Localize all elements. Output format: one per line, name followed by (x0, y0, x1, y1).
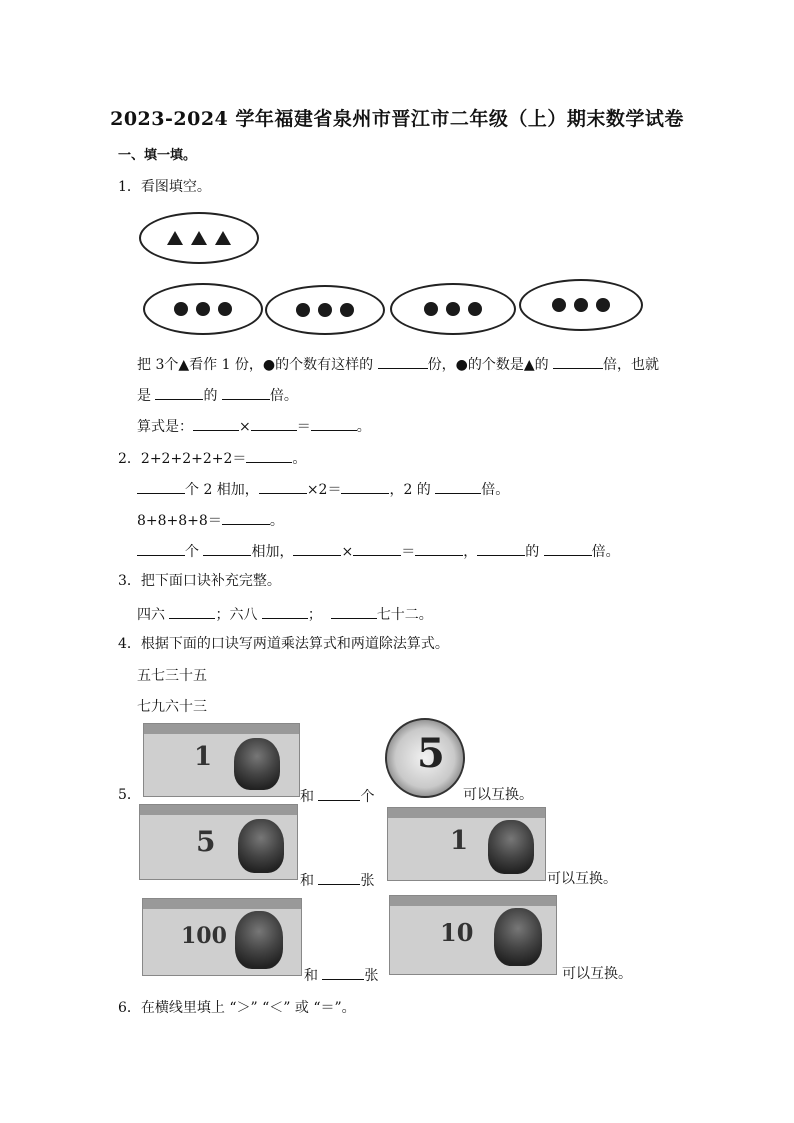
question-text: 根据下面的口诀写两道乘法算式和两道除法算式。 (140, 636, 449, 652)
answer-blank[interactable] (331, 604, 377, 619)
note-value: 5 (196, 825, 216, 858)
answer-blank[interactable] (318, 786, 360, 801)
text: 倍。 (591, 544, 620, 560)
dot-icon (340, 303, 354, 317)
answer-blank[interactable] (378, 354, 428, 369)
dot-icon (446, 302, 460, 316)
text: 张 (360, 873, 375, 889)
answer-blank[interactable] (341, 479, 389, 494)
dot-icon (296, 303, 310, 317)
question-2-line-3 (137, 510, 284, 530)
coin-value: 5 (417, 730, 445, 777)
text: 。 (269, 513, 284, 529)
answer-blank[interactable] (137, 479, 185, 494)
question-1-line-1 (137, 354, 659, 374)
dot-icon (468, 302, 482, 316)
text: 2+2+2+2+2＝ (140, 451, 247, 467)
note-value: 1 (450, 826, 469, 856)
text: 和 (300, 873, 314, 889)
answer-blank[interactable] (222, 510, 270, 525)
question-2-line-4 (137, 541, 620, 561)
dot-icon (174, 302, 188, 316)
question-text: 在横线里填上 “＞” “＜” 或 “＝”。 (140, 1000, 356, 1016)
portrait-image (234, 738, 280, 790)
dot-icon (218, 302, 232, 316)
q5-row3-end: 可以互换。 (562, 966, 632, 982)
answer-blank[interactable] (155, 385, 203, 400)
answer-blank[interactable] (222, 385, 270, 400)
text: ，2 的 (389, 482, 431, 498)
answer-blank[interactable] (259, 479, 307, 494)
text: 和 (304, 968, 318, 984)
answer-blank[interactable] (246, 448, 292, 463)
text: ；六八 (215, 607, 258, 623)
banknote-100-yuan-image (142, 898, 302, 976)
portrait-image (488, 820, 534, 874)
text: 是 (137, 388, 151, 404)
text: 把 3个▲看作 1 份，●的个数有这样的 (137, 357, 374, 373)
text: ＝ (401, 544, 416, 560)
question-number: 6． (118, 1000, 141, 1016)
portrait-image (235, 911, 283, 969)
coin-5-jiao-image (385, 718, 465, 798)
dot-oval (265, 285, 385, 335)
question-4-stem (118, 635, 449, 653)
q5-row2-text (300, 870, 374, 890)
triangle-icon (167, 231, 183, 245)
banknote-5-yuan-image (139, 804, 298, 880)
text: ， (463, 544, 478, 560)
text: 。 (292, 451, 307, 467)
question-5-number: 5． (118, 787, 141, 803)
q5-row1-end: 可以互换。 (463, 787, 533, 803)
text: 张 (364, 968, 379, 984)
text: 8+8+8+8＝ (137, 513, 222, 529)
text: 算式是： (137, 419, 193, 435)
answer-blank[interactable] (353, 541, 401, 556)
banknote-10-yuan-image (389, 895, 557, 975)
text: 个 2 相加， (185, 482, 259, 498)
question-3-line (137, 604, 433, 624)
answer-blank[interactable] (203, 541, 251, 556)
portrait-image (238, 819, 284, 873)
dot-oval (143, 283, 263, 335)
question-number: 1． (118, 179, 141, 195)
text: 四六 (137, 607, 165, 623)
triangle-icon (191, 231, 207, 245)
dot-icon (574, 298, 588, 312)
question-1-stem (118, 178, 211, 196)
banknote-1-yuan-image (387, 807, 546, 881)
answer-blank[interactable] (318, 870, 360, 885)
text: 个 (360, 789, 375, 805)
question-text: 把下面口诀补充完整。 (140, 573, 281, 589)
answer-blank[interactable] (553, 354, 603, 369)
question-6-stem (118, 999, 356, 1017)
page-title: 2023-2024 学年福建省泉州市晋江市二年级（上）期末数学试卷 (110, 108, 684, 130)
note-value: 1 (194, 742, 213, 772)
answer-blank[interactable] (435, 479, 481, 494)
section-heading: 一、填一填。 (118, 148, 197, 163)
dot-icon (424, 302, 438, 316)
answer-blank[interactable] (322, 965, 364, 980)
text: 和 (300, 789, 314, 805)
dot-icon (552, 298, 566, 312)
question-number: 3． (118, 573, 141, 589)
banknote-1-yuan-image (143, 723, 300, 797)
portrait-image (494, 908, 542, 966)
answer-blank[interactable] (169, 604, 215, 619)
note-value: 100 (181, 923, 227, 949)
answer-blank[interactable] (193, 416, 239, 431)
answer-blank[interactable] (262, 604, 308, 619)
question-text: 看图填空。 (140, 179, 211, 195)
text: 相加， (251, 544, 294, 560)
text: 的 (203, 388, 218, 404)
dot-oval (390, 283, 516, 335)
question-number: 4． (118, 636, 141, 652)
text: ＝ (296, 419, 311, 435)
text: × (341, 544, 354, 560)
text: ×2＝ (306, 482, 342, 498)
rhyme-1: 五七三十五 (137, 668, 207, 684)
question-1-line-2 (137, 385, 298, 405)
triangle-oval (139, 212, 259, 264)
text: 倍，也就 (603, 357, 660, 373)
text: 倍。 (269, 388, 298, 404)
q5-row1-text (300, 786, 374, 806)
text: 份，●的个数是▲的 (427, 357, 549, 373)
text: 倍。 (481, 482, 510, 498)
note-value: 10 (440, 918, 474, 947)
text: × (239, 419, 251, 435)
question-1-line-3 (137, 416, 371, 436)
answer-blank[interactable] (544, 541, 592, 556)
text: 个 (185, 544, 199, 560)
triangle-icon (215, 231, 231, 245)
dot-icon (196, 302, 210, 316)
dot-icon (596, 298, 610, 312)
question-2-line-2 (137, 479, 509, 499)
text: ； (307, 607, 322, 623)
answer-blank[interactable] (311, 416, 357, 431)
question-3-stem (118, 572, 281, 590)
rhyme-2: 七九六十三 (137, 699, 207, 715)
q5-row2-end: 可以互换。 (547, 871, 617, 887)
text: 的 (525, 544, 540, 560)
answer-blank[interactable] (137, 541, 185, 556)
dot-oval (519, 279, 643, 331)
answer-blank[interactable] (251, 416, 297, 431)
q5-row3-text (304, 965, 378, 985)
answer-blank[interactable] (477, 541, 525, 556)
dot-icon (318, 303, 332, 317)
answer-blank[interactable] (293, 541, 341, 556)
question-number: 2． (118, 451, 141, 467)
text: 。 (356, 419, 371, 435)
question-2-line-1 (118, 448, 306, 468)
answer-blank[interactable] (415, 541, 463, 556)
text: 七十二。 (376, 607, 433, 623)
